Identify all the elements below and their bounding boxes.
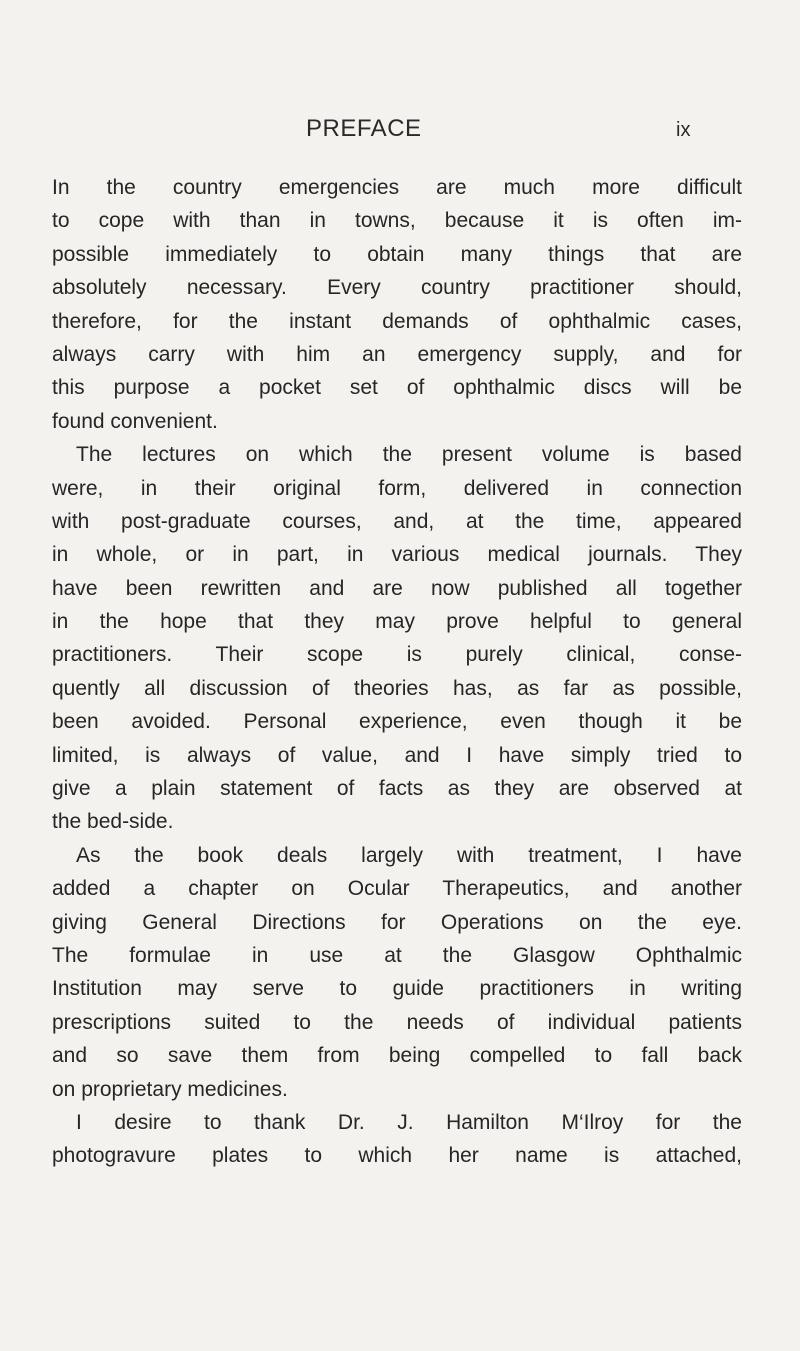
text-line: been avoided. Personal experience, even though it be [52,710,742,734]
text-line: give a plain statement of facts as they are observed at [52,777,742,801]
page-header [0,115,800,155]
text-line: have been rewritten and are now published all together [52,576,742,600]
text-line: and so save them from being compelled to fall back [52,1044,742,1068]
text-line: on proprietary medicines. [52,1077,288,1101]
paragraph-start-line: As the book deals largely with treatment, I have [76,843,742,867]
text-line: to cope with than in towns, because it is often im- [52,209,742,233]
paragraph-start-line: The lectures on which the present volume is based [76,443,742,467]
text-line: practitioners. Their scope is purely clinical, conse- [52,643,742,667]
text-line: possible immediately to obtain many things that are [52,242,742,266]
text-line: found convenient. [52,409,218,433]
text-line: In the country emergencies are much more difficult [52,176,742,199]
text-line: limited, is always of value, and I have simply tried to [52,743,742,767]
text-line: added a chapter on Ocular Therapeutics, and another [52,877,742,901]
text-line: the bed-side. [52,810,174,834]
page-number: ix [676,119,691,141]
text-line: quently all discussion of theories has, as far as possible, [52,676,742,700]
text-line: always carry with him an emergency supply, and for [52,342,742,366]
text-line: in whole, or in part, in various medical journals. They [52,543,742,567]
text-line: Institution may serve to guide practitioners in writing [52,977,742,1001]
text-line: in the hope that they may prove helpful to general [52,610,742,634]
text-line: giving General Directions for Operations on the eye. [52,910,742,934]
paragraph-start-line: I desire to thank Dr. J. Hamilton M‘Ilroy for the [76,1110,742,1134]
text-line: photogravure plates to which her name is attached, [52,1144,742,1168]
text-line: prescriptions suited to the needs of individual patients [52,1010,742,1034]
running-head-title: PREFACE [306,115,422,142]
text-line: absolutely necessary. Every country practitioner should, [52,276,742,300]
text-line: The formulae in use at the Glasgow Ophthalmic [52,943,742,967]
text-line: this purpose a pocket set of ophthalmic discs will be [52,376,742,400]
preface-body [52,171,742,1173]
text-line: with post-graduate courses, and, at the time, appeared [52,509,742,533]
text-line: therefore, for the instant demands of ophthalmic cases, [52,309,742,333]
text-line: were, in their original form, delivered in connection [52,476,742,500]
